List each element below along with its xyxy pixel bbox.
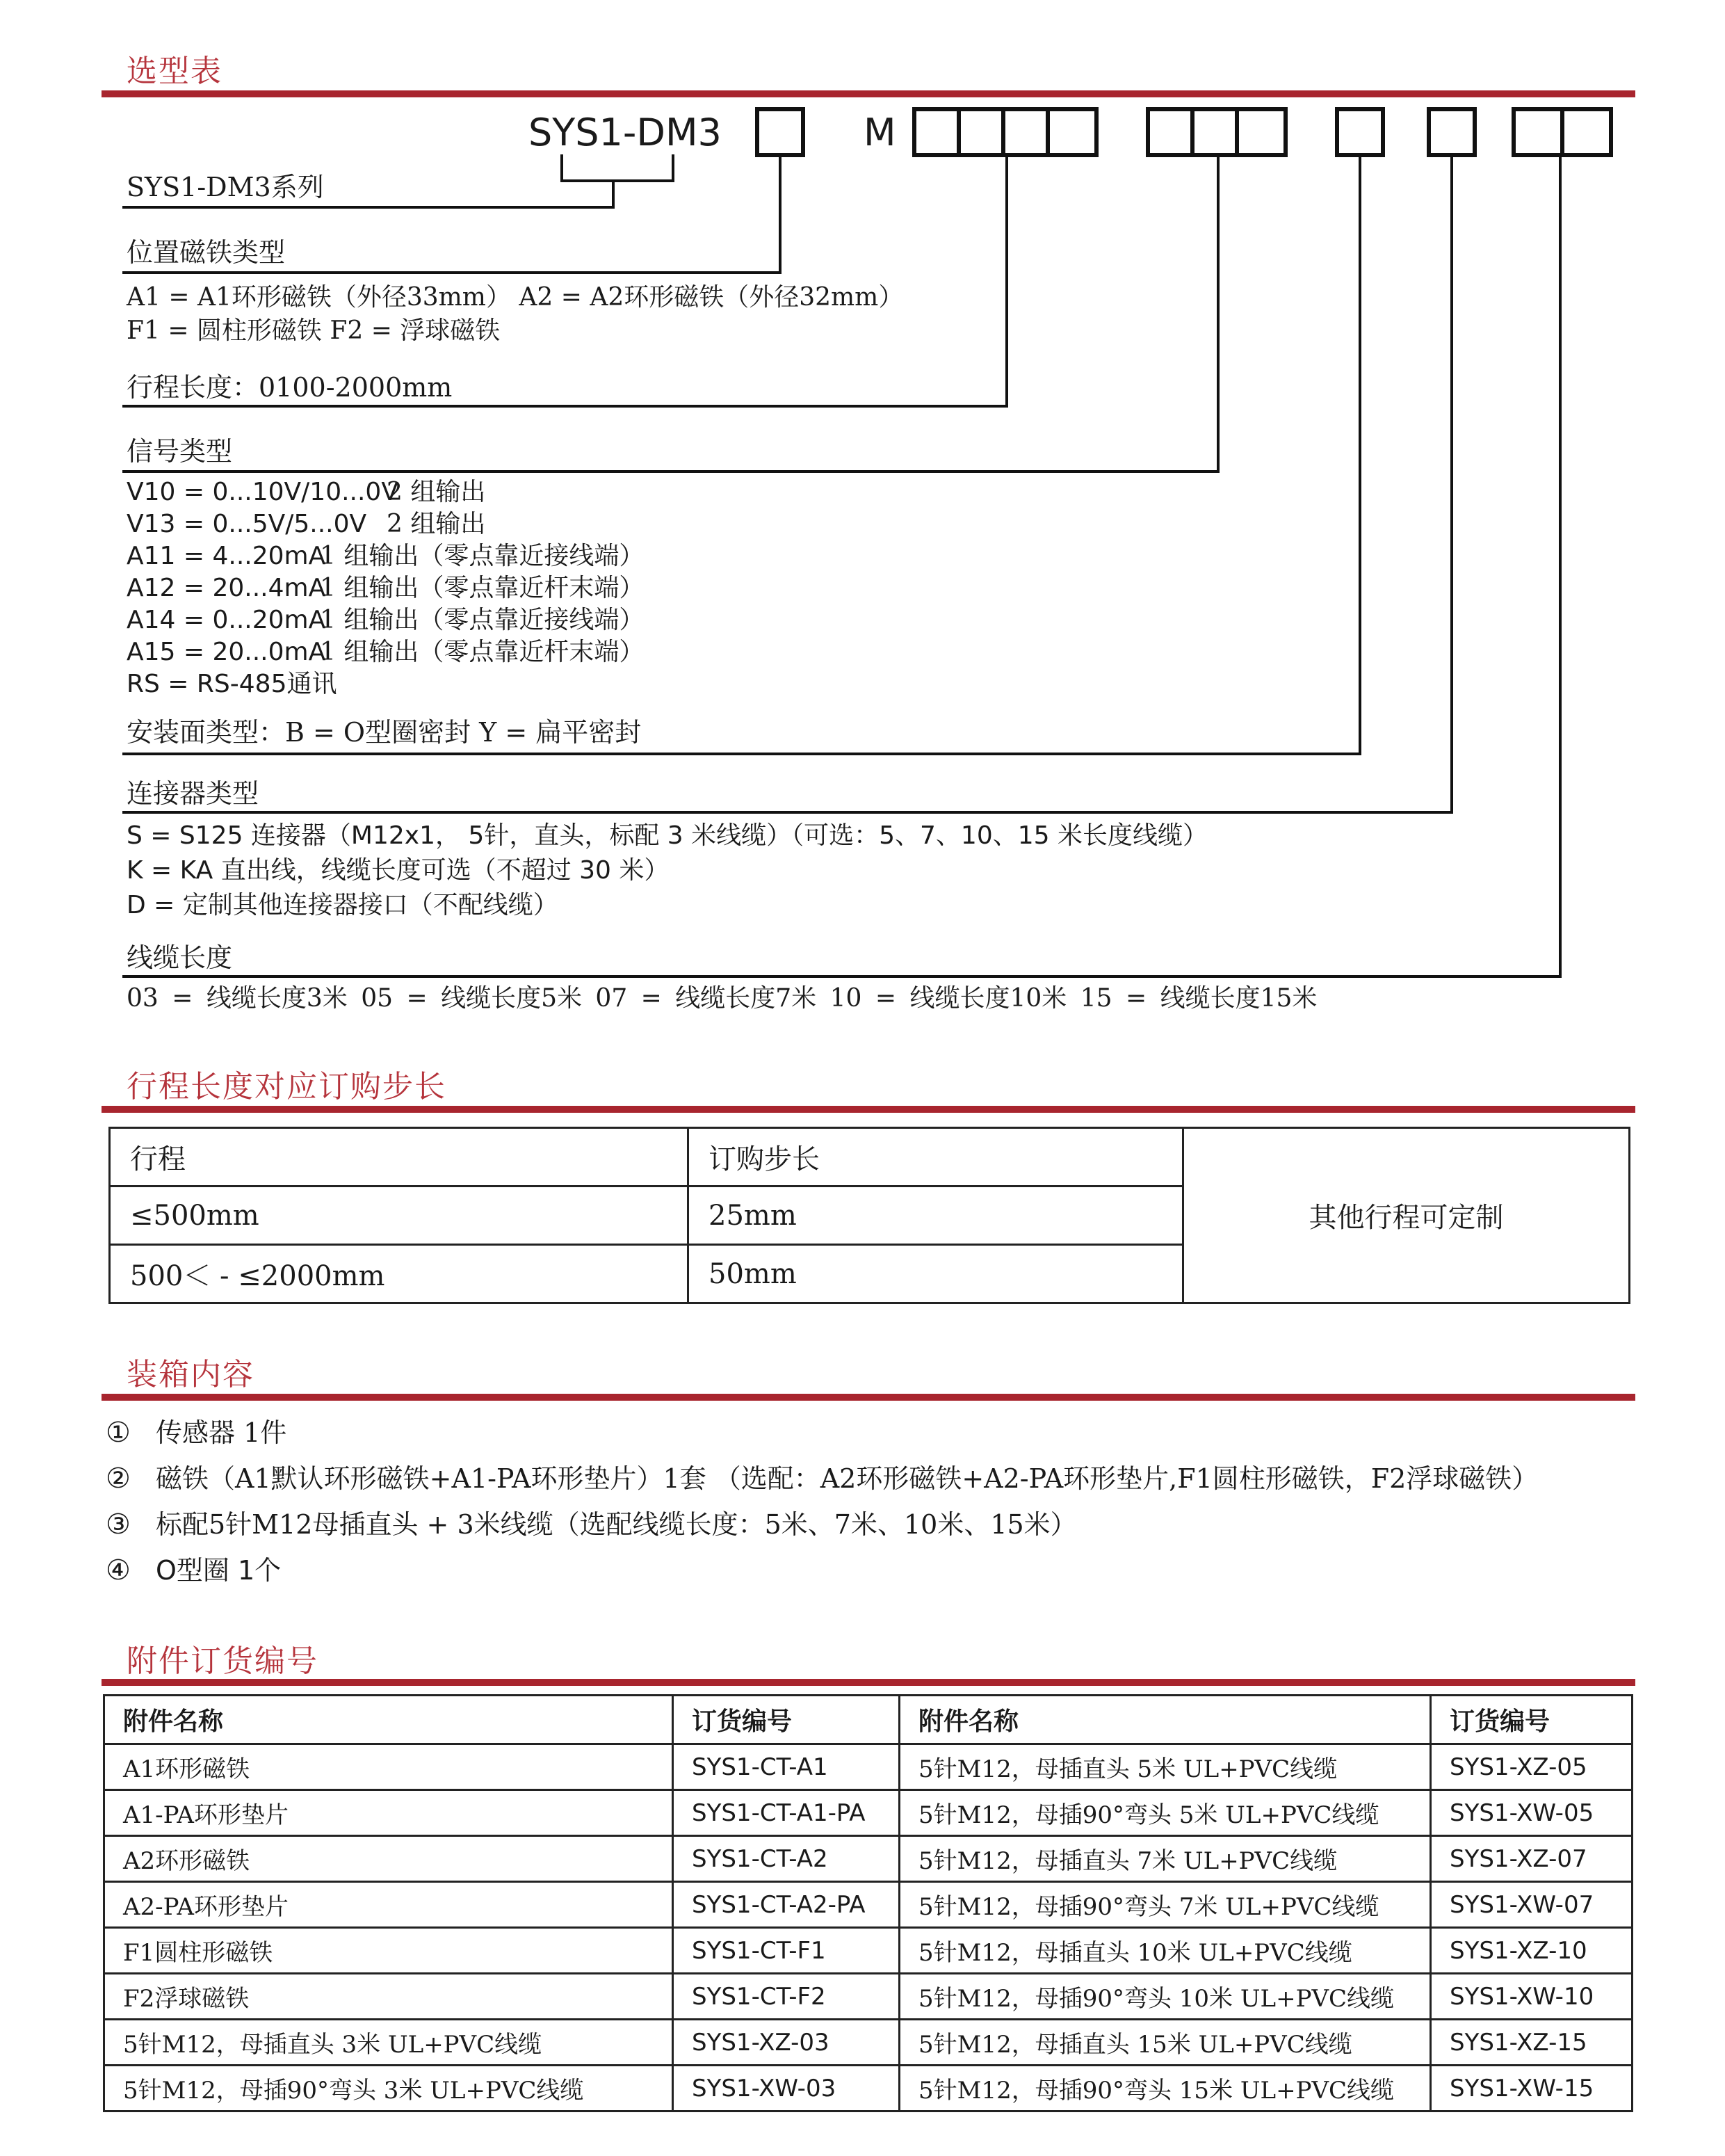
signal-title: 信号类型 <box>127 436 233 467</box>
table-row <box>104 1744 1633 1790</box>
magnet-options-1: A1 = A1环形磁铁（外径33mm） A2 = A2环形磁铁（外径32mm） <box>127 283 904 312</box>
cable-options: 03 = 线缆长度3米 05 = 线缆长度5米 07 = 线缆长度7米 10 = 线缆长度10米 15 = 线缆长度15米 <box>127 984 1318 1013</box>
accessory-name: 5针M12，母插90°弯头 7米 UL+PVC线缆 <box>900 1882 1431 1928</box>
leader-line-mount <box>122 753 1361 755</box>
connector-option: D = 定制其他连接器接口（不配线缆） <box>127 891 558 919</box>
step-table-header <box>110 1128 1630 1186</box>
table-row <box>104 2066 1633 2111</box>
code-box-magnet <box>755 107 805 157</box>
code-box-stroke-2 <box>957 107 1005 157</box>
code-box-signal-1 <box>1146 107 1194 157</box>
leader-line-cable <box>1559 157 1562 285</box>
order-code: SYS1-XW-03 <box>673 2066 900 2111</box>
signal-option: V10 = 0...10V/10...0V 2 组输出 <box>127 478 486 506</box>
signal-option: A11 = 4...20mA 1 组输出（零点靠近接线端） <box>127 542 645 570</box>
order-code: SYS1-XW-15 <box>1431 2066 1633 2111</box>
packing-item: ④ O型圈 1个 <box>106 1554 282 1586</box>
accessory-name: 5针M12，母插直头 5米 UL+PVC线缆 <box>900 1744 1431 1790</box>
bracket-line <box>672 154 674 182</box>
signal-option: A15 = 20...0mA 1 组输出（零点靠近杆末端） <box>127 638 645 666</box>
stroke-label: 行程长度：0100-2000mm <box>127 372 453 403</box>
bracket-line <box>560 154 563 182</box>
order-code: SYS1-CT-A1 <box>673 1744 900 1790</box>
code-box-connector <box>1427 107 1477 157</box>
order-code: SYS1-CT-F2 <box>673 1974 900 2020</box>
series-label: SYS1-DM3系列 <box>127 172 324 202</box>
section-title-accessories: 附件订货编号 <box>127 1643 318 1679</box>
order-code: SYS1-CT-A1-PA <box>673 1790 900 1836</box>
connector-option: K = KA 直出线，线缆长度可选（不超过 30 米） <box>127 856 670 885</box>
leader-line-cable <box>122 975 1562 978</box>
signal-option: V13 = 0...5V/5...0V 2 组输出 <box>127 510 486 538</box>
leader-line-cable <box>1559 282 1562 978</box>
leader-line-magnet <box>779 157 781 274</box>
step-cell: 50mm <box>688 1245 1183 1303</box>
order-code: SYS1-XW-05 <box>1431 1790 1633 1836</box>
accessory-table <box>103 1694 1633 2112</box>
step-cell: ≤500mm <box>110 1186 688 1245</box>
packing-item: ② 磁铁（A1默认环形磁铁+A1-PA环形垫片）1套 （选配：A2环形磁铁+A2-PA环形垫片,F1圆柱形磁铁，F2浮球磁铁） <box>106 1463 1539 1495</box>
order-code: SYS1-CT-A2 <box>673 1836 900 1882</box>
leader-line-stroke <box>1005 157 1008 408</box>
code-box-stroke-1 <box>912 107 961 157</box>
leader-line-connector <box>122 811 1453 814</box>
code-box-mount <box>1335 107 1385 157</box>
accessory-name: 5针M12，母插90°弯头 3米 UL+PVC线缆 <box>104 2066 673 2111</box>
leader-line-magnet <box>122 271 781 274</box>
order-code: SYS1-XZ-05 <box>1431 1744 1633 1790</box>
section-title-step: 行程长度对应订购步长 <box>127 1069 446 1104</box>
accessory-name: 5针M12，母插90°弯头 10米 UL+PVC线缆 <box>900 1974 1431 2020</box>
connector-option: S = S125 连接器（M12x1， 5针，直头，标配 3 米线缆）（可选：5、7、10、15 米长度线缆） <box>127 821 1208 850</box>
table-row <box>104 2020 1633 2066</box>
section-divider <box>102 90 1635 97</box>
step-custom-note: 其他行程可定制 <box>1183 1128 1630 1303</box>
signal-option: RS = RS-485通讯 <box>127 670 337 698</box>
cable-title: 线缆长度 <box>127 942 233 973</box>
header-accessory-name: 附件名称 <box>900 1696 1431 1744</box>
step-table <box>108 1127 1630 1304</box>
table-row <box>104 1882 1633 1928</box>
leader-line-connector <box>1450 157 1453 814</box>
order-code: SYS1-XW-10 <box>1431 1974 1633 2020</box>
code-box-stroke-4 <box>1046 107 1099 157</box>
accessory-name: A1环形磁铁 <box>104 1744 673 1790</box>
accessory-name: F2浮球磁铁 <box>104 1974 673 2020</box>
order-code: SYS1-XZ-15 <box>1431 2020 1633 2066</box>
accessory-name: 5针M12，母插直头 15米 UL+PVC线缆 <box>900 2020 1431 2066</box>
accessory-name: 5针M12，母插直头 10米 UL+PVC线缆 <box>900 1928 1431 1974</box>
order-code: SYS1-XZ-07 <box>1431 1836 1633 1882</box>
step-header-step: 订购步长 <box>688 1128 1183 1186</box>
packing-item: ③ 标配5针M12母插直头 + 3米线缆（选配线缆长度：5米、7米、10米、15米） <box>106 1509 1077 1540</box>
order-code: SYS1-XZ-03 <box>673 2020 900 2066</box>
header-order-code: 订货编号 <box>673 1696 900 1744</box>
accessory-table-header <box>104 1696 1633 1744</box>
order-code: SYS1-CT-F1 <box>673 1928 900 1974</box>
packing-item: ① 传感器 1件 <box>106 1417 287 1449</box>
table-row <box>104 1928 1633 1974</box>
connector-title: 连接器类型 <box>127 778 259 809</box>
signal-option: A14 = 0...20mA 1 组输出（零点靠近接线端） <box>127 606 645 634</box>
accessory-name: F1圆柱形磁铁 <box>104 1928 673 1974</box>
leader-line-series <box>122 206 615 209</box>
order-code: SYS1-XW-07 <box>1431 1882 1633 1928</box>
section-divider <box>102 1679 1635 1686</box>
step-cell: 25mm <box>688 1186 1183 1245</box>
section-title-selection: 选型表 <box>127 54 222 89</box>
accessory-name: A2环形磁铁 <box>104 1836 673 1882</box>
code-box-signal-3 <box>1235 107 1288 157</box>
code-box-cable-2 <box>1560 107 1613 157</box>
mount-type: 安装面类型：B = O型圈密封 Y = 扁平密封 <box>127 717 642 748</box>
step-cell: 500＜ - ≤2000mm <box>110 1245 688 1303</box>
leader-line-mount <box>1359 157 1361 755</box>
table-row <box>104 1790 1633 1836</box>
section-title-packing: 装箱内容 <box>127 1357 254 1392</box>
magnet-options-2: F1 = 圆柱形磁铁 F2 = 浮球磁铁 <box>127 316 501 345</box>
accessory-name: 5针M12，母插直头 7米 UL+PVC线缆 <box>900 1836 1431 1882</box>
m-letter: M <box>864 111 896 154</box>
step-header-stroke: 行程 <box>110 1128 688 1186</box>
table-row <box>104 1836 1633 1882</box>
accessory-name: A2-PA环形垫片 <box>104 1882 673 1928</box>
bracket-line <box>560 179 674 182</box>
code-box-cable-1 <box>1512 107 1564 157</box>
section-divider <box>102 1106 1635 1113</box>
order-code: SYS1-CT-A2-PA <box>673 1882 900 1928</box>
accessory-name: 5针M12，母插直头 3米 UL+PVC线缆 <box>104 2020 673 2066</box>
header-order-code: 订货编号 <box>1431 1696 1633 1744</box>
accessory-name: A1-PA环形垫片 <box>104 1790 673 1836</box>
signal-option: A12 = 20...4mA 1 组输出（零点靠近杆末端） <box>127 574 645 602</box>
order-code: SYS1-XZ-10 <box>1431 1928 1633 1974</box>
code-box-stroke-3 <box>1001 107 1050 157</box>
code-box-signal-2 <box>1190 107 1239 157</box>
model-code: SYS1-DM3 <box>528 111 722 154</box>
header-accessory-name: 附件名称 <box>104 1696 673 1744</box>
accessory-name: 5针M12，母插90°弯头 5米 UL+PVC线缆 <box>900 1790 1431 1836</box>
magnet-title: 位置磁铁类型 <box>127 237 286 268</box>
leader-line-stroke <box>122 405 1008 408</box>
leader-line-signal <box>122 470 1220 473</box>
leader-line <box>612 179 615 207</box>
leader-line-signal <box>1217 157 1220 473</box>
table-row <box>104 1974 1633 2020</box>
accessory-name: 5针M12，母插90°弯头 15米 UL+PVC线缆 <box>900 2066 1431 2111</box>
section-divider <box>102 1394 1635 1401</box>
